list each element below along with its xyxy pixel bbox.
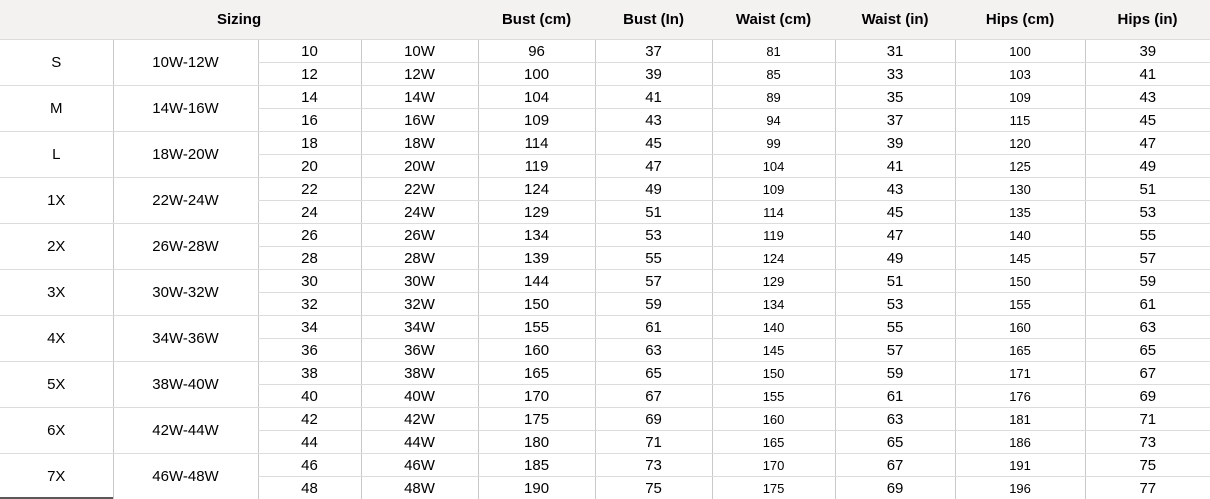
cell-size-num: 20 <box>258 155 361 178</box>
cell-size-num: 12 <box>258 63 361 86</box>
cell-waist-cm: 109 <box>712 178 835 201</box>
cell-bust-in: 61 <box>595 316 712 339</box>
cell-hips-in: 73 <box>1085 431 1210 454</box>
group-range-label: 30W-32W <box>113 270 258 316</box>
cell-waist-in: 33 <box>835 63 955 86</box>
group-size-label: 1X <box>0 178 113 224</box>
cell-hips-cm: 186 <box>955 431 1085 454</box>
cell-waist-in: 35 <box>835 86 955 109</box>
cell-hips-in: 41 <box>1085 63 1210 86</box>
cell-bust-in: 59 <box>595 293 712 316</box>
cell-bust-in: 69 <box>595 408 712 431</box>
table-row <box>0 454 1210 477</box>
cell-bust-in: 37 <box>595 40 712 63</box>
cell-bust-cm: 114 <box>478 132 595 155</box>
cell-hips-cm: 171 <box>955 362 1085 385</box>
cell-hips-in: 65 <box>1085 339 1210 362</box>
cell-size-num: 30 <box>258 270 361 293</box>
table-row <box>0 408 1210 431</box>
cell-bust-cm: 150 <box>478 293 595 316</box>
cell-bust-in: 49 <box>595 178 712 201</box>
cell-waist-cm: 89 <box>712 86 835 109</box>
cell-bust-in: 53 <box>595 224 712 247</box>
cell-waist-in: 69 <box>835 477 955 499</box>
cell-waist-cm: 81 <box>712 40 835 63</box>
group-range-label: 18W-20W <box>113 132 258 178</box>
table-row <box>0 40 1210 63</box>
group-range-label: 46W-48W <box>113 454 258 499</box>
cell-hips-cm: 115 <box>955 109 1085 132</box>
cell-waist-cm: 129 <box>712 270 835 293</box>
cell-waist-cm: 134 <box>712 293 835 316</box>
cell-waist-in: 65 <box>835 431 955 454</box>
cell-bust-cm: 96 <box>478 40 595 63</box>
cell-bust-cm: 190 <box>478 477 595 499</box>
cell-hips-in: 71 <box>1085 408 1210 431</box>
cell-bust-cm: 100 <box>478 63 595 86</box>
table-row <box>0 178 1210 201</box>
group-range-label: 10W-12W <box>113 40 258 86</box>
table-row <box>0 86 1210 109</box>
cell-hips-cm: 130 <box>955 178 1085 201</box>
cell-waist-cm: 170 <box>712 454 835 477</box>
cell-waist-cm: 165 <box>712 431 835 454</box>
cell-hips-cm: 109 <box>955 86 1085 109</box>
cell-hips-in: 49 <box>1085 155 1210 178</box>
group-size-label: 7X <box>0 454 113 499</box>
cell-size-num: 26 <box>258 224 361 247</box>
cell-waist-in: 61 <box>835 385 955 408</box>
cell-size-num: 24 <box>258 201 361 224</box>
cell-size-num: 34 <box>258 316 361 339</box>
group-size-label: M <box>0 86 113 132</box>
cell-bust-cm: 175 <box>478 408 595 431</box>
cell-waist-in: 57 <box>835 339 955 362</box>
header-row <box>0 0 1210 40</box>
cell-size-num: 42 <box>258 408 361 431</box>
cell-hips-cm: 191 <box>955 454 1085 477</box>
cell-waist-in: 45 <box>835 201 955 224</box>
cell-size-num: 46 <box>258 454 361 477</box>
cell-hips-cm: 176 <box>955 385 1085 408</box>
cell-size-num: 40 <box>258 385 361 408</box>
cell-size-num: 48 <box>258 477 361 499</box>
cell-bust-in: 63 <box>595 339 712 362</box>
header-bust-cm: Bust (cm) <box>478 0 595 40</box>
cell-bust-cm: 104 <box>478 86 595 109</box>
group-size-label: 5X <box>0 362 113 408</box>
group-range-label: 14W-16W <box>113 86 258 132</box>
cell-waist-cm: 99 <box>712 132 835 155</box>
cell-size-w: 16W <box>361 109 478 132</box>
header-sizing: Sizing <box>0 0 478 40</box>
cell-bust-cm: 134 <box>478 224 595 247</box>
cell-size-num: 16 <box>258 109 361 132</box>
cell-waist-in: 55 <box>835 316 955 339</box>
cell-size-w: 38W <box>361 362 478 385</box>
cell-bust-cm: 185 <box>478 454 595 477</box>
cell-size-w: 22W <box>361 178 478 201</box>
table-row <box>0 224 1210 247</box>
cell-hips-cm: 165 <box>955 339 1085 362</box>
cell-size-num: 10 <box>258 40 361 63</box>
cell-hips-in: 39 <box>1085 40 1210 63</box>
cell-bust-in: 43 <box>595 109 712 132</box>
cell-bust-cm: 165 <box>478 362 595 385</box>
cell-size-w: 30W <box>361 270 478 293</box>
cell-hips-cm: 145 <box>955 247 1085 270</box>
cell-hips-in: 77 <box>1085 477 1210 499</box>
cell-waist-cm: 85 <box>712 63 835 86</box>
cell-hips-cm: 140 <box>955 224 1085 247</box>
cell-bust-cm: 170 <box>478 385 595 408</box>
group-range-label: 42W-44W <box>113 408 258 454</box>
cell-size-w: 26W <box>361 224 478 247</box>
cell-waist-in: 67 <box>835 454 955 477</box>
cell-waist-in: 39 <box>835 132 955 155</box>
cell-hips-cm: 100 <box>955 40 1085 63</box>
cell-bust-in: 39 <box>595 63 712 86</box>
cell-size-w: 14W <box>361 86 478 109</box>
cell-size-w: 10W <box>361 40 478 63</box>
cell-size-num: 22 <box>258 178 361 201</box>
cell-bust-in: 55 <box>595 247 712 270</box>
cell-bust-in: 41 <box>595 86 712 109</box>
cell-waist-cm: 155 <box>712 385 835 408</box>
group-size-label: S <box>0 40 113 86</box>
cell-waist-cm: 160 <box>712 408 835 431</box>
cell-waist-in: 59 <box>835 362 955 385</box>
cell-hips-in: 43 <box>1085 86 1210 109</box>
cell-hips-in: 51 <box>1085 178 1210 201</box>
cell-waist-cm: 145 <box>712 339 835 362</box>
cell-bust-cm: 109 <box>478 109 595 132</box>
cell-waist-in: 47 <box>835 224 955 247</box>
header-bust-in: Bust (In) <box>595 0 712 40</box>
header-waist-in: Waist (in) <box>835 0 955 40</box>
group-range-label: 38W-40W <box>113 362 258 408</box>
header-hips-cm: Hips (cm) <box>955 0 1085 40</box>
cell-size-w: 32W <box>361 293 478 316</box>
cell-hips-cm: 120 <box>955 132 1085 155</box>
table-row <box>0 132 1210 155</box>
cell-hips-cm: 125 <box>955 155 1085 178</box>
cell-hips-in: 55 <box>1085 224 1210 247</box>
cell-hips-in: 47 <box>1085 132 1210 155</box>
cell-waist-cm: 119 <box>712 224 835 247</box>
cell-size-num: 38 <box>258 362 361 385</box>
table-row <box>0 362 1210 385</box>
cell-waist-in: 53 <box>835 293 955 316</box>
cell-bust-in: 71 <box>595 431 712 454</box>
cell-hips-cm: 150 <box>955 270 1085 293</box>
cell-waist-in: 31 <box>835 40 955 63</box>
cell-bust-in: 57 <box>595 270 712 293</box>
cell-waist-cm: 94 <box>712 109 835 132</box>
cell-waist-in: 41 <box>835 155 955 178</box>
cell-bust-in: 45 <box>595 132 712 155</box>
cell-bust-in: 65 <box>595 362 712 385</box>
cell-waist-cm: 104 <box>712 155 835 178</box>
group-size-label: 6X <box>0 408 113 454</box>
cell-bust-cm: 144 <box>478 270 595 293</box>
cell-bust-in: 73 <box>595 454 712 477</box>
cell-bust-cm: 139 <box>478 247 595 270</box>
group-size-label: 4X <box>0 316 113 362</box>
table-row <box>0 316 1210 339</box>
cell-bust-cm: 180 <box>478 431 595 454</box>
cell-size-w: 34W <box>361 316 478 339</box>
cell-waist-cm: 140 <box>712 316 835 339</box>
cell-size-w: 28W <box>361 247 478 270</box>
cell-bust-cm: 124 <box>478 178 595 201</box>
cell-bust-cm: 160 <box>478 339 595 362</box>
cell-size-w: 42W <box>361 408 478 431</box>
cell-size-w: 12W <box>361 63 478 86</box>
cell-waist-cm: 124 <box>712 247 835 270</box>
group-range-label: 26W-28W <box>113 224 258 270</box>
cell-waist-in: 37 <box>835 109 955 132</box>
cell-hips-in: 45 <box>1085 109 1210 132</box>
group-range-label: 22W-24W <box>113 178 258 224</box>
cell-bust-in: 67 <box>595 385 712 408</box>
cell-hips-in: 75 <box>1085 454 1210 477</box>
cell-hips-cm: 135 <box>955 201 1085 224</box>
cell-waist-cm: 150 <box>712 362 835 385</box>
cell-hips-cm: 196 <box>955 477 1085 499</box>
cell-bust-in: 75 <box>595 477 712 499</box>
group-range-label: 34W-36W <box>113 316 258 362</box>
cell-size-w: 40W <box>361 385 478 408</box>
cell-size-num: 28 <box>258 247 361 270</box>
cell-size-w: 46W <box>361 454 478 477</box>
table-row <box>0 270 1210 293</box>
group-size-label: 2X <box>0 224 113 270</box>
cell-size-num: 14 <box>258 86 361 109</box>
cell-hips-in: 63 <box>1085 316 1210 339</box>
cell-size-num: 18 <box>258 132 361 155</box>
cell-size-w: 44W <box>361 431 478 454</box>
cell-size-w: 24W <box>361 201 478 224</box>
cell-hips-in: 67 <box>1085 362 1210 385</box>
cell-waist-in: 63 <box>835 408 955 431</box>
cell-hips-in: 69 <box>1085 385 1210 408</box>
cell-waist-cm: 175 <box>712 477 835 499</box>
cell-size-w: 20W <box>361 155 478 178</box>
cell-bust-cm: 119 <box>478 155 595 178</box>
cell-waist-in: 43 <box>835 178 955 201</box>
cell-hips-in: 59 <box>1085 270 1210 293</box>
cell-bust-cm: 155 <box>478 316 595 339</box>
cell-hips-in: 57 <box>1085 247 1210 270</box>
cell-waist-cm: 114 <box>712 201 835 224</box>
header-waist-cm: Waist (cm) <box>712 0 835 40</box>
cell-waist-in: 51 <box>835 270 955 293</box>
cell-size-w: 48W <box>361 477 478 499</box>
cell-bust-in: 47 <box>595 155 712 178</box>
group-size-label: L <box>0 132 113 178</box>
cell-waist-in: 49 <box>835 247 955 270</box>
cell-size-num: 44 <box>258 431 361 454</box>
cell-hips-cm: 181 <box>955 408 1085 431</box>
cell-bust-cm: 129 <box>478 201 595 224</box>
cell-bust-in: 51 <box>595 201 712 224</box>
cell-hips-cm: 155 <box>955 293 1085 316</box>
cell-hips-in: 61 <box>1085 293 1210 316</box>
cell-size-num: 36 <box>258 339 361 362</box>
cell-size-w: 36W <box>361 339 478 362</box>
cell-hips-cm: 160 <box>955 316 1085 339</box>
cell-size-num: 32 <box>258 293 361 316</box>
cell-hips-in: 53 <box>1085 201 1210 224</box>
cell-hips-cm: 103 <box>955 63 1085 86</box>
cell-size-w: 18W <box>361 132 478 155</box>
group-size-label: 3X <box>0 270 113 316</box>
header-hips-in: Hips (in) <box>1085 0 1210 40</box>
